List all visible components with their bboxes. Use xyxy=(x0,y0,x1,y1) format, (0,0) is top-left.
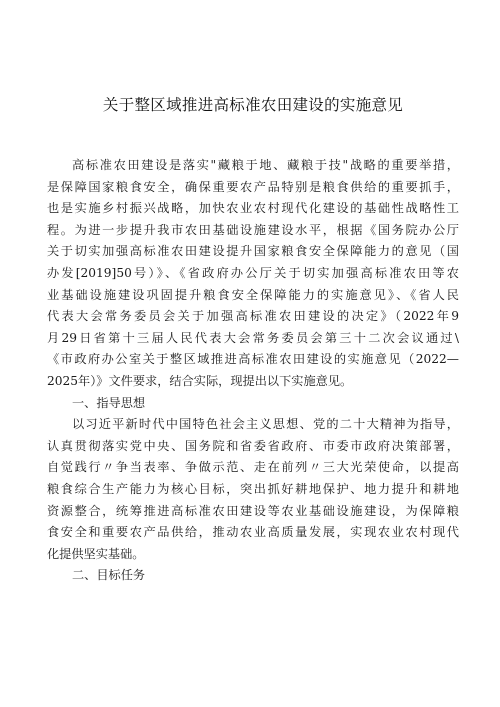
paragraph-line: 认真贯彻落实党中央、国务院和省委省政府、市委市政府决策部署， xyxy=(47,438,459,453)
document-body xyxy=(47,155,459,587)
guiding-ideology-paragraph xyxy=(47,414,459,565)
paragraph-line: 自觉践行〃争当表率、争做示范、走在前列〃三大光荣使命，以提高 xyxy=(47,460,459,475)
section-heading-goals-tasks: 二、目标任务 xyxy=(72,568,146,583)
paragraph-line: 高标准农田建设是落实"藏粮于地、藏粮于技"战略的重要举措， xyxy=(72,158,459,172)
paragraph-line: 关于切实加强高标准农田建设提升国家粮食安全保障能力的意见（国 xyxy=(47,244,459,259)
paragraph-line: 月29日省第十三届人民代表大会常务委员会第三十二次会议通过\ xyxy=(47,330,459,345)
paragraph-line: 《市政府办公室关于整区域推进高标准农田建设的实施意见（2022— xyxy=(47,352,459,367)
section-heading-guiding-ideology: 一、指导思想 xyxy=(72,395,146,410)
paragraph-line: 以习近平新时代中国特色社会主义思想、党的二十大精神为指导， xyxy=(72,417,459,432)
paragraph-line: 办发[2019]50号）》、《省政府办公厅关于切实加强高标准农田等农 xyxy=(47,265,459,280)
paragraph-line: 程。为进一步提升我市农田基础设施建设水平，根据《国务院办公厅 xyxy=(47,222,459,237)
paragraph-line: 代表大会常务委员会关于加强高标准农田建设的决定》（2022年9 xyxy=(47,309,459,324)
document-title: 关于整区域推进高标准农田建设的实施意见 xyxy=(102,96,404,114)
paragraph-line: 也是实施乡村振兴战略，加快农业农村现代化建设的基础性战略性工 xyxy=(47,201,459,216)
paragraph-line: 食安全和重要农产品供给，推动农业高质量发展，实现农业农村现代 xyxy=(47,525,459,540)
paragraph-line: 业基础设施建设巩固提升粮食安全保障能力的实施意见》、《省人民 xyxy=(47,287,459,302)
paragraph-line: 粮食综合生产能力为核心目标，突出抓好耕地保护、地力提升和耕地 xyxy=(47,481,459,496)
paragraph-line: 是保障国家粮食安全，确保重要农产品特别是粮食供给的重要抓手， xyxy=(47,179,459,194)
intro-paragraph xyxy=(47,155,459,393)
paragraph-line: 化提供坚实基础。 xyxy=(47,546,145,561)
paragraph-line: 2025年）》文件要求，结合实际，现提出以下实施意见。 xyxy=(47,373,353,388)
paragraph-line: 资源整合，统筹推进高标准农田建设等农业基础设施建设，为保障粮 xyxy=(47,503,459,518)
